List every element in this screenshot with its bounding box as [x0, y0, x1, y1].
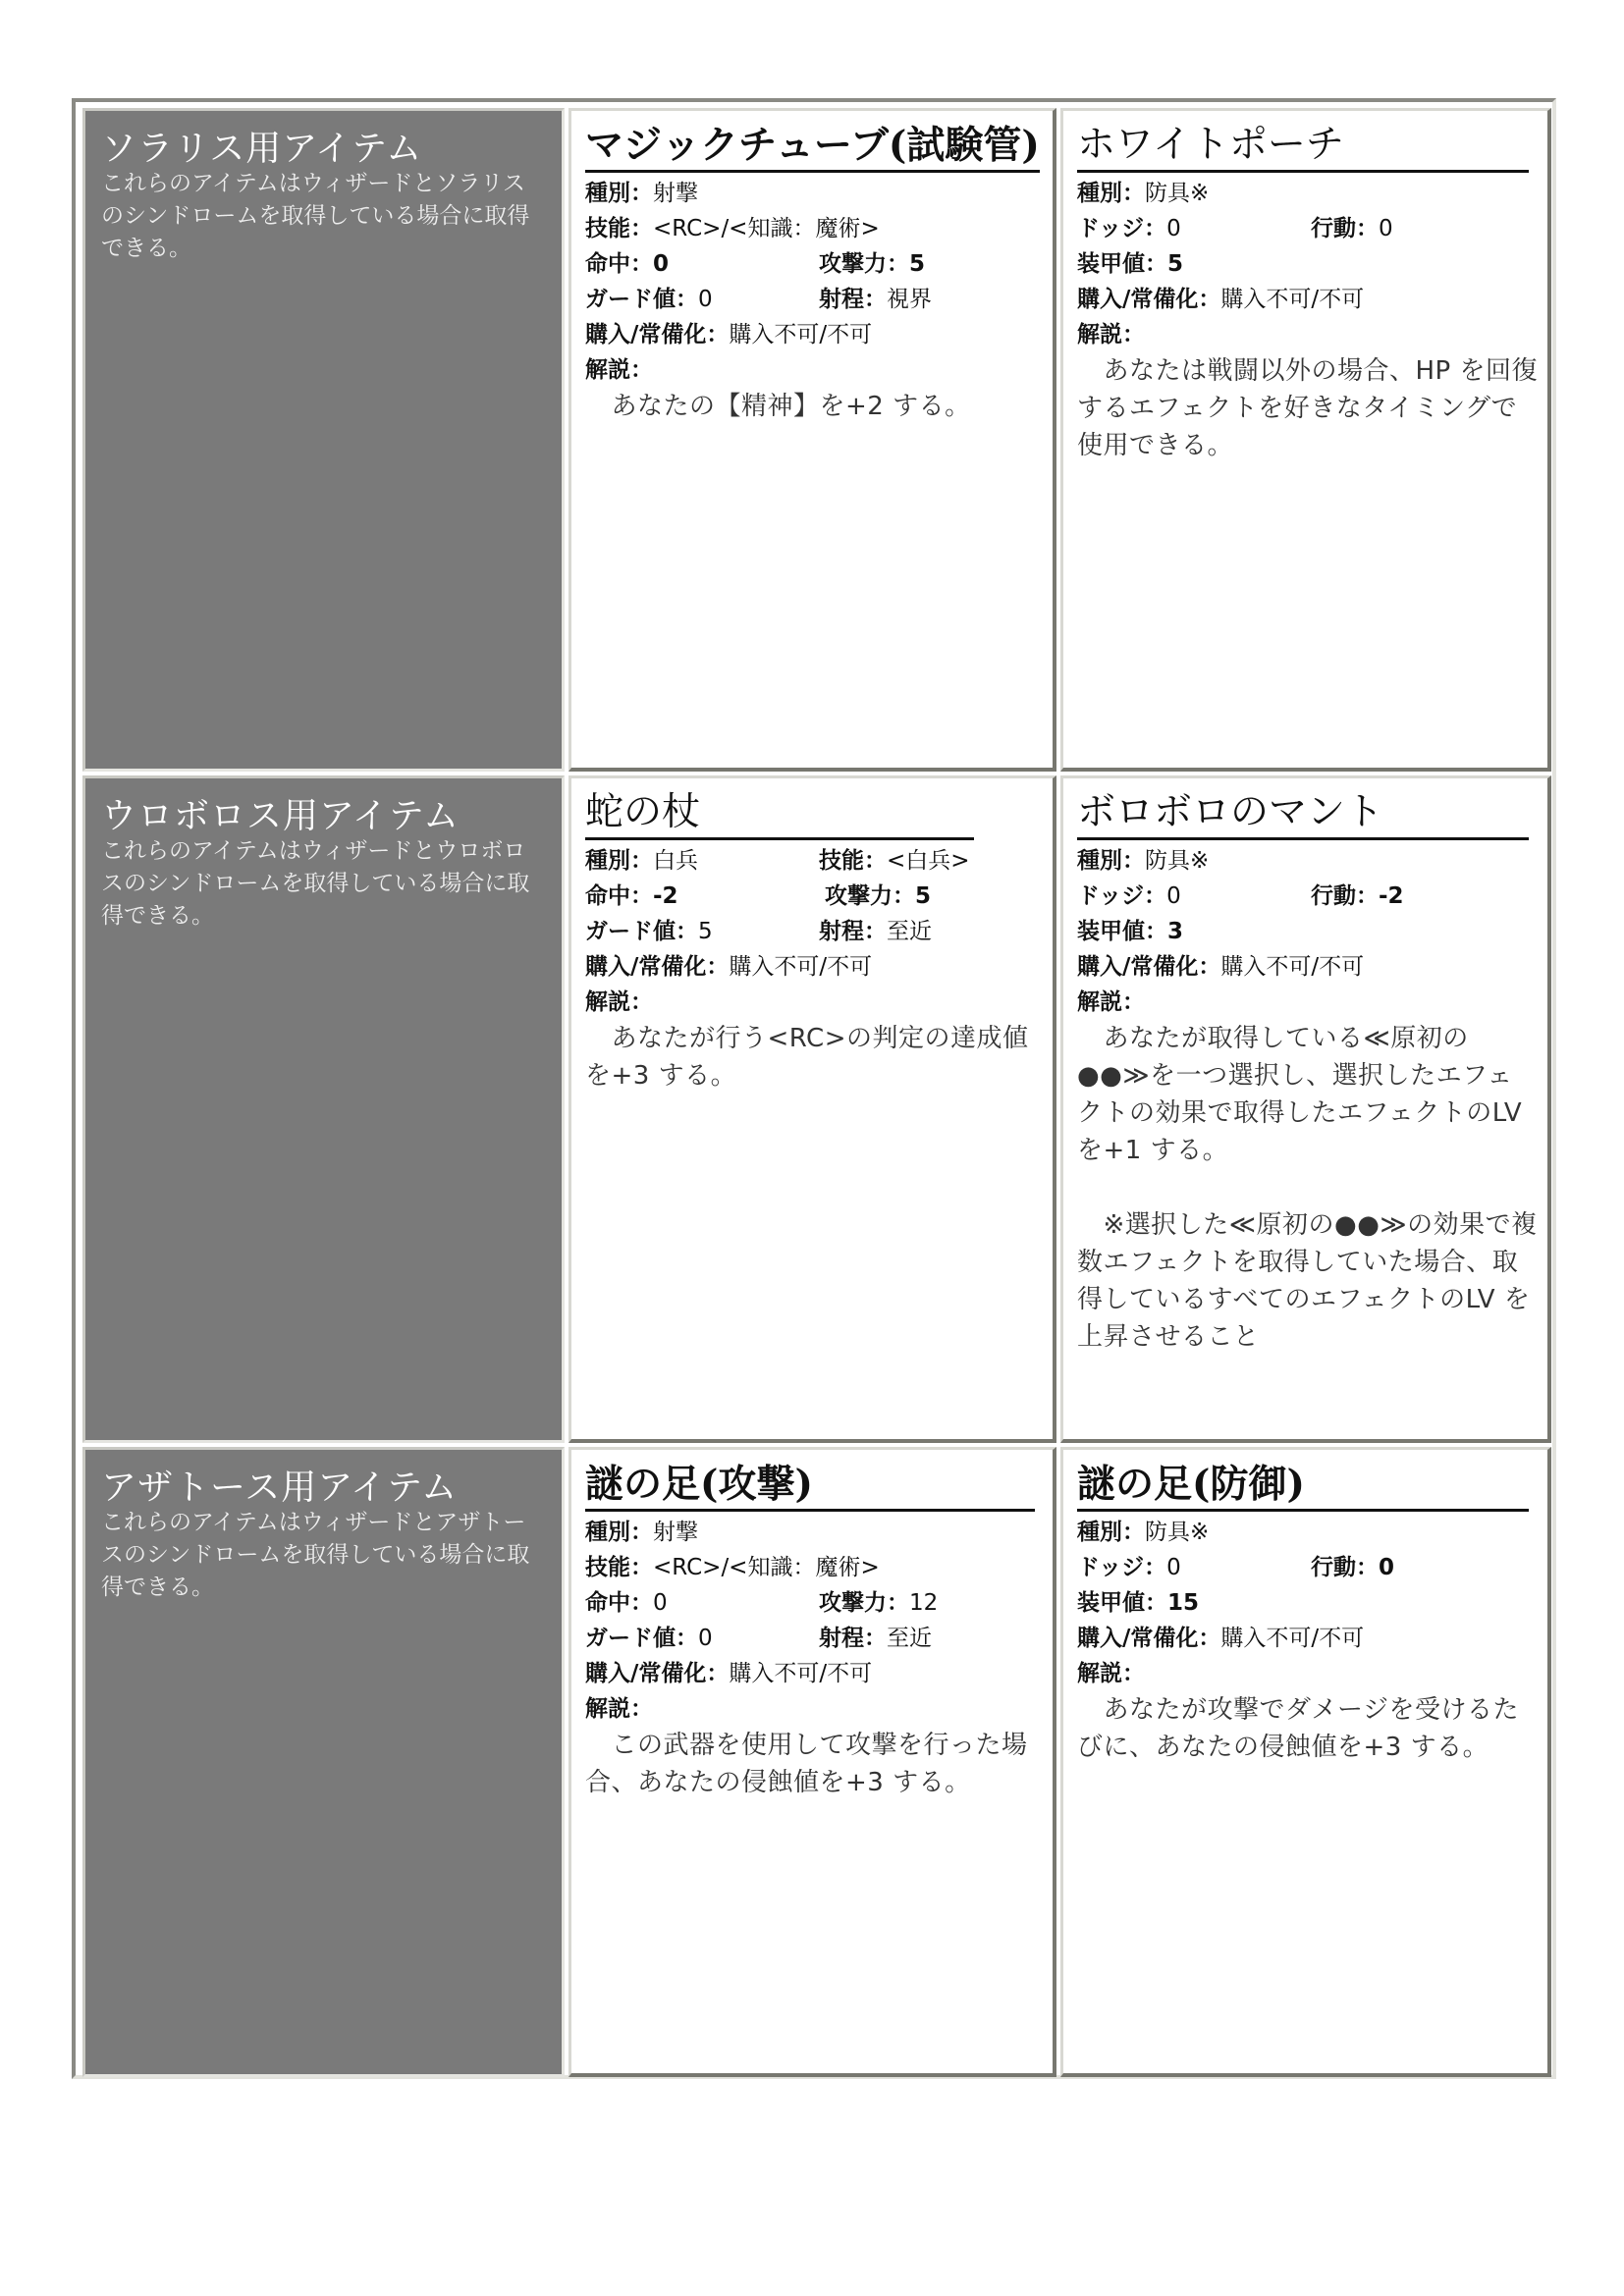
armor-label: 装甲値：: [1077, 251, 1167, 277]
type-value: 射撃: [653, 181, 698, 206]
skill-label: 技能：: [819, 848, 887, 874]
buy-value: 購入不可/不可: [729, 1661, 873, 1686]
category-description: これらのアイテムはウィザードとアザトースのシンドロームを取得している場合に取得できる。: [101, 1510, 530, 1600]
skill-label: 技能：: [585, 216, 653, 241]
type-value: 射撃: [653, 1520, 698, 1545]
guard-label: ガード値：: [585, 1626, 698, 1651]
type-value: 防具※: [1145, 1520, 1210, 1545]
armor-value: 15: [1167, 1590, 1200, 1616]
attack-value: 12: [909, 1590, 939, 1616]
description-label: 解説：: [585, 989, 653, 1015]
hit-value: 0: [653, 251, 670, 277]
category-cell-solaris: [82, 108, 565, 772]
buy-label: 購入/常備化：: [585, 1661, 730, 1686]
type-label: 種別：: [1077, 181, 1145, 206]
range-label: 射程：: [819, 919, 887, 944]
range-value: 視界: [887, 287, 932, 312]
hit-value: 0: [653, 1590, 668, 1616]
guard-label: ガード値：: [585, 919, 698, 944]
action-value: 0: [1379, 1555, 1395, 1580]
action-label: 行動：: [1311, 883, 1379, 909]
type-value: 防具※: [1145, 181, 1210, 206]
armor-value: 5: [1167, 251, 1184, 277]
type-label: 種別：: [1077, 1520, 1145, 1545]
buy-value: 購入不可/不可: [1220, 954, 1365, 980]
action-label: 行動：: [1311, 1555, 1379, 1580]
type-label: 種別：: [585, 848, 653, 874]
description-label: 解説：: [1077, 1661, 1145, 1686]
category-cell-azathoth: [82, 1447, 565, 2077]
action-label: 行動：: [1311, 216, 1379, 241]
category-title: ウロボロス用アイテム: [101, 796, 460, 836]
skill-value: <白兵>: [887, 848, 970, 874]
action-value: 0: [1379, 216, 1393, 241]
item-card-mystery-leg-defense: [1060, 1447, 1551, 2077]
range-value: 至近: [887, 1626, 932, 1651]
item-card-mystery-leg-attack: [568, 1447, 1056, 2077]
skill-label: 技能：: [585, 1555, 653, 1580]
item-description: あなたは戦闘以外の場合、HP を回復するエフェクトを好きなタイミングで使用できる。: [1077, 356, 1538, 460]
range-label: 射程：: [819, 1626, 887, 1651]
item-description: あなたの【精神】を+2 する。: [585, 392, 971, 421]
category-description: これらのアイテムはウィザードとソラリスのシンドロームを取得している場合に取得できる。: [101, 171, 530, 261]
dodge-value: 0: [1166, 216, 1181, 241]
buy-value: 購入不可/不可: [729, 322, 873, 347]
description-label: 解説：: [1077, 322, 1145, 347]
buy-label: 購入/常備化：: [1077, 954, 1221, 980]
item-description: この武器を使用して攻撃を行った場合、あなたの侵蝕値を+3 する。: [585, 1731, 1028, 1797]
buy-label: 購入/常備化：: [585, 322, 730, 347]
item-title: 謎の足(攻撃): [585, 1460, 1035, 1512]
range-value: 至近: [887, 919, 932, 944]
attack-label: 攻撃力：: [825, 883, 915, 909]
guard-label: ガード値：: [585, 287, 698, 312]
buy-label: 購入/常備化：: [585, 954, 730, 980]
attack-label: 攻撃力：: [819, 1590, 909, 1616]
type-label: 種別：: [1077, 848, 1145, 874]
skill-value: <RC>/<知識：魔術>: [653, 1555, 880, 1580]
description-label: 解説：: [585, 357, 653, 383]
category-title: ソラリス用アイテム: [101, 129, 423, 169]
item-table: [72, 98, 1556, 2079]
item-description: あなたが攻撃でダメージを受けるたびに、あなたの侵蝕値を+3 する。: [1077, 1695, 1519, 1762]
hit-label: 命中：: [585, 1590, 653, 1616]
guard-value: 0: [698, 287, 713, 312]
armor-label: 装甲値：: [1077, 919, 1167, 944]
item-card-magic-tube: [568, 108, 1056, 772]
category-description: これらのアイテムはウィザードとウロボロスのシンドロームを取得している場合に取得できる。: [101, 838, 530, 929]
item-title: 蛇の杖: [585, 788, 974, 840]
dodge-label: ドッジ：: [1077, 883, 1167, 909]
attack-label: 攻撃力：: [819, 251, 909, 277]
item-description: あなたが行う<RC>の判定の達成値を+3 する。: [585, 1024, 1029, 1091]
armor-value: 3: [1167, 919, 1184, 944]
guard-value: 0: [698, 1626, 713, 1651]
dodge-value: 0: [1166, 1555, 1181, 1580]
attack-value: 5: [915, 883, 932, 909]
dodge-label: ドッジ：: [1077, 1555, 1167, 1580]
item-title: マジックチューブ(試験管): [585, 121, 1040, 173]
type-label: 種別：: [585, 181, 653, 206]
action-value: -2: [1379, 883, 1404, 909]
category-cell-ouroboros: [82, 775, 565, 1443]
item-description: あなたが取得している≪原初の●●≫を一つ選択し、選択したエフェクトの効果で取得したエフェクトのLV を+1 する。 ※選択した≪原初の●●≫の効果で複数エフェクトを取得していた場合、取得しているすべてのエフェクトのLV を上昇させること: [1077, 1024, 1538, 1352]
guard-value: 5: [698, 919, 713, 944]
buy-value: 購入不可/不可: [729, 954, 873, 980]
item-title: 謎の足(防御): [1077, 1460, 1529, 1512]
type-label: 種別：: [585, 1520, 653, 1545]
buy-value: 購入不可/不可: [1220, 1626, 1365, 1651]
item-card-white-pouch: [1060, 108, 1551, 772]
item-title: ホワイトポーチ: [1077, 121, 1529, 173]
description-label: 解説：: [585, 1696, 653, 1722]
hit-label: 命中：: [585, 883, 653, 909]
skill-value: <RC>/<知識：魔術>: [653, 216, 880, 241]
buy-label: 購入/常備化：: [1077, 287, 1221, 312]
range-label: 射程：: [819, 287, 887, 312]
dodge-value: 0: [1166, 883, 1181, 909]
dodge-label: ドッジ：: [1077, 216, 1167, 241]
hit-label: 命中：: [585, 251, 653, 277]
description-label: 解説：: [1077, 989, 1145, 1015]
buy-value: 購入不可/不可: [1220, 287, 1365, 312]
item-card-tattered-mantle: [1060, 775, 1551, 1443]
hit-value: -2: [653, 883, 678, 909]
category-title: アザトース用アイテム: [101, 1468, 459, 1508]
attack-value: 5: [909, 251, 926, 277]
armor-label: 装甲値：: [1077, 1590, 1167, 1616]
type-value: 防具※: [1145, 848, 1210, 874]
type-value: 白兵: [653, 848, 698, 874]
buy-label: 購入/常備化：: [1077, 1626, 1221, 1651]
item-card-snake-staff: [568, 775, 1056, 1443]
item-title: ボロボロのマント: [1077, 788, 1529, 840]
